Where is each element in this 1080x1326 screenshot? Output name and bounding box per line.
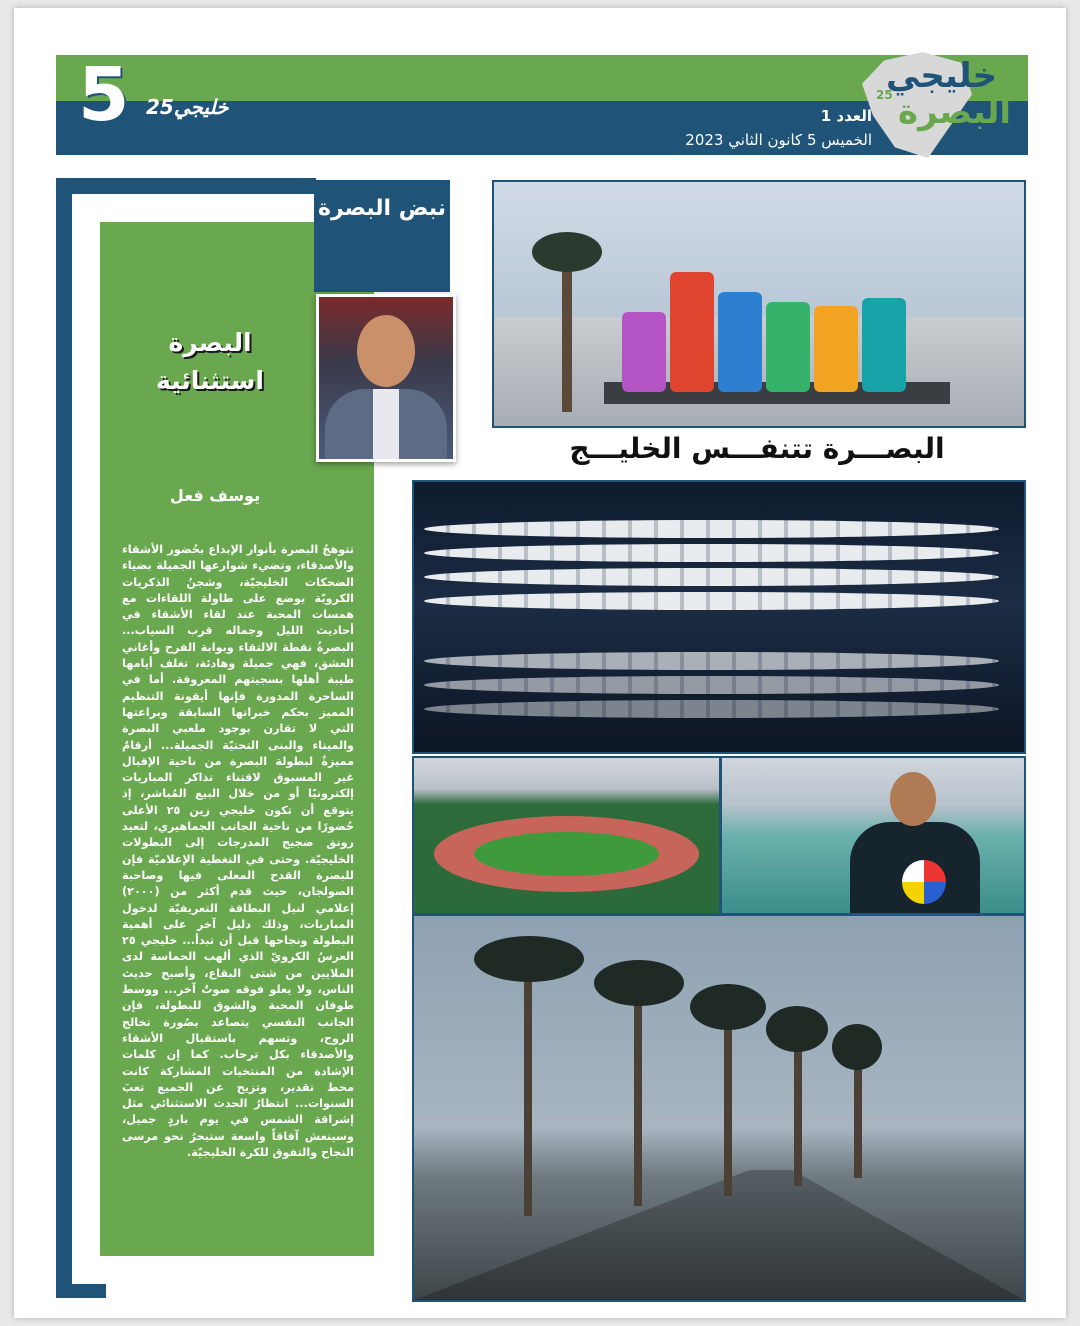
palm-crown bbox=[594, 960, 684, 1006]
palm-crown bbox=[832, 1024, 882, 1070]
palm-crown bbox=[532, 232, 602, 272]
stadium-night-photo bbox=[412, 480, 1026, 754]
stadium-band bbox=[424, 544, 999, 562]
issue-date: الخميس 5 كانون الثاني 2023 bbox=[685, 131, 872, 149]
photo-caption: البصـــرة تتنفـــس الخليـــج bbox=[569, 432, 945, 465]
palm-trunk bbox=[524, 966, 532, 1216]
logo-line2: البصرة bbox=[898, 92, 1012, 132]
palm-crown bbox=[690, 984, 766, 1030]
author-photo bbox=[316, 294, 456, 462]
football bbox=[902, 860, 946, 904]
reflection-band bbox=[424, 676, 999, 694]
stadium-interior-photo bbox=[412, 756, 721, 915]
reflection-band bbox=[424, 700, 999, 718]
gulf25-logo bbox=[862, 52, 1012, 158]
column-title: البصرة استثنائية bbox=[156, 328, 264, 395]
stadium-band bbox=[424, 592, 999, 610]
palm-trunk bbox=[724, 1006, 732, 1196]
stadium-band bbox=[424, 520, 999, 538]
palm-crown bbox=[474, 936, 584, 982]
logo-number: 25 bbox=[876, 88, 893, 102]
column-body: تتوهجُ البصرة بأنوار الإبداع بحُضور الأشقاء والأصدقاء، وتضيء شوارعها الجميلة بضياء الضحكات الخليجيّة، وشجنُ الذكريات الكرويّة يوضع على طاولة اللقاءات مع همسات المحبة عند لقاء الأشقاء في أحاديث الليل وجماله قرب السياب... البصرةُ نقطة الالتقاء وبوابة الفرح وأغاني العشق، فهي جميلة وهادئة، تغلف أيامها طيبة أهلها بسجيتهم المعروفة. أما في الساحرة المدورة فإنها أيقونة التنظيم المميز بحكم خبراتها السابقة وبراعتها التي لا تقارن بوجود ملعبي البصرة والميناء والبنى التحتيّة الجميلة... أرقامٌ مميزةٌ لبطولة البصرة من ناحية الإقبال غير المسبوق لاقتناء تذاكر المباريات إلكترونيًا أو من خلال البيع المُباشر، إذ يتوقع أن تكون خليجي زين ٢٥ الأعلى حُضورًا من ناحية الجانب الجماهيري، لتعيد رونق ضجيج المدرجات إلى البطولات الخليجيّة. وحتى في التغطية الإعلاميّة فإن للبصرة القدح المعلى فيها وصاحبة الصولجان، حيث قدم أكثر من (٢٠٠٠) إعلامي لنيل البطاقة التعريفيّة لدخول المباريات، وذلك دليل آخر على أهمية البطولة ونجاحها قبل أن تبدأ... خليجي ٢٥ العرسُ الكرويّ الذي ألهب الحماسة لدى الملايين من شتى البقاع، وأصبح حديث الناس، ولا يعلو فوقه صوتٌ آخر... ووسط طوفان المحبة والشوق للبطولة، فإن الجانب النفسي يتصاعد بصُورة تخالج الروح، وتسهم باستقبال الأشقاء والأصدقاء بكل ترحاب. كما إن كلمات الإشادة من المنتخبات المشاركة كانت محط تقدير، وتزيح عن الجميع تعبَ السنوات... انتظارُ الحدث الاستثنائي مثل إشراقة الشمس في يوم باردٍ جميل، وسينعش آفاقاً واسعة ستبحرُ نحو مرسى النجاح والتفوق للكرة الخليجيّة. bbox=[122, 543, 354, 1159]
palm-road-photo bbox=[412, 914, 1026, 1302]
photo-face bbox=[357, 315, 415, 387]
reflection-band bbox=[424, 652, 999, 670]
author-name: يوسف فعل bbox=[169, 486, 261, 505]
page-number: 5 bbox=[78, 52, 130, 138]
basra-sign-photo bbox=[492, 180, 1026, 428]
logo-line1: خليجي bbox=[886, 56, 998, 96]
football-pitch bbox=[474, 832, 659, 876]
section-title: نبض البصرة bbox=[314, 180, 450, 292]
basra-sign bbox=[622, 262, 912, 402]
palm-trunk bbox=[634, 986, 642, 1206]
boy-face bbox=[890, 772, 936, 826]
photo-shirt bbox=[373, 389, 399, 459]
palm-crown bbox=[766, 1006, 828, 1052]
issue-number: العدد 1 bbox=[820, 107, 872, 125]
wet-road bbox=[414, 1170, 1024, 1300]
palm-trunk bbox=[562, 262, 572, 412]
stadium-band bbox=[424, 568, 999, 586]
header-tagline: خليجي25 bbox=[146, 95, 229, 119]
boy-with-ball-photo bbox=[720, 756, 1026, 915]
